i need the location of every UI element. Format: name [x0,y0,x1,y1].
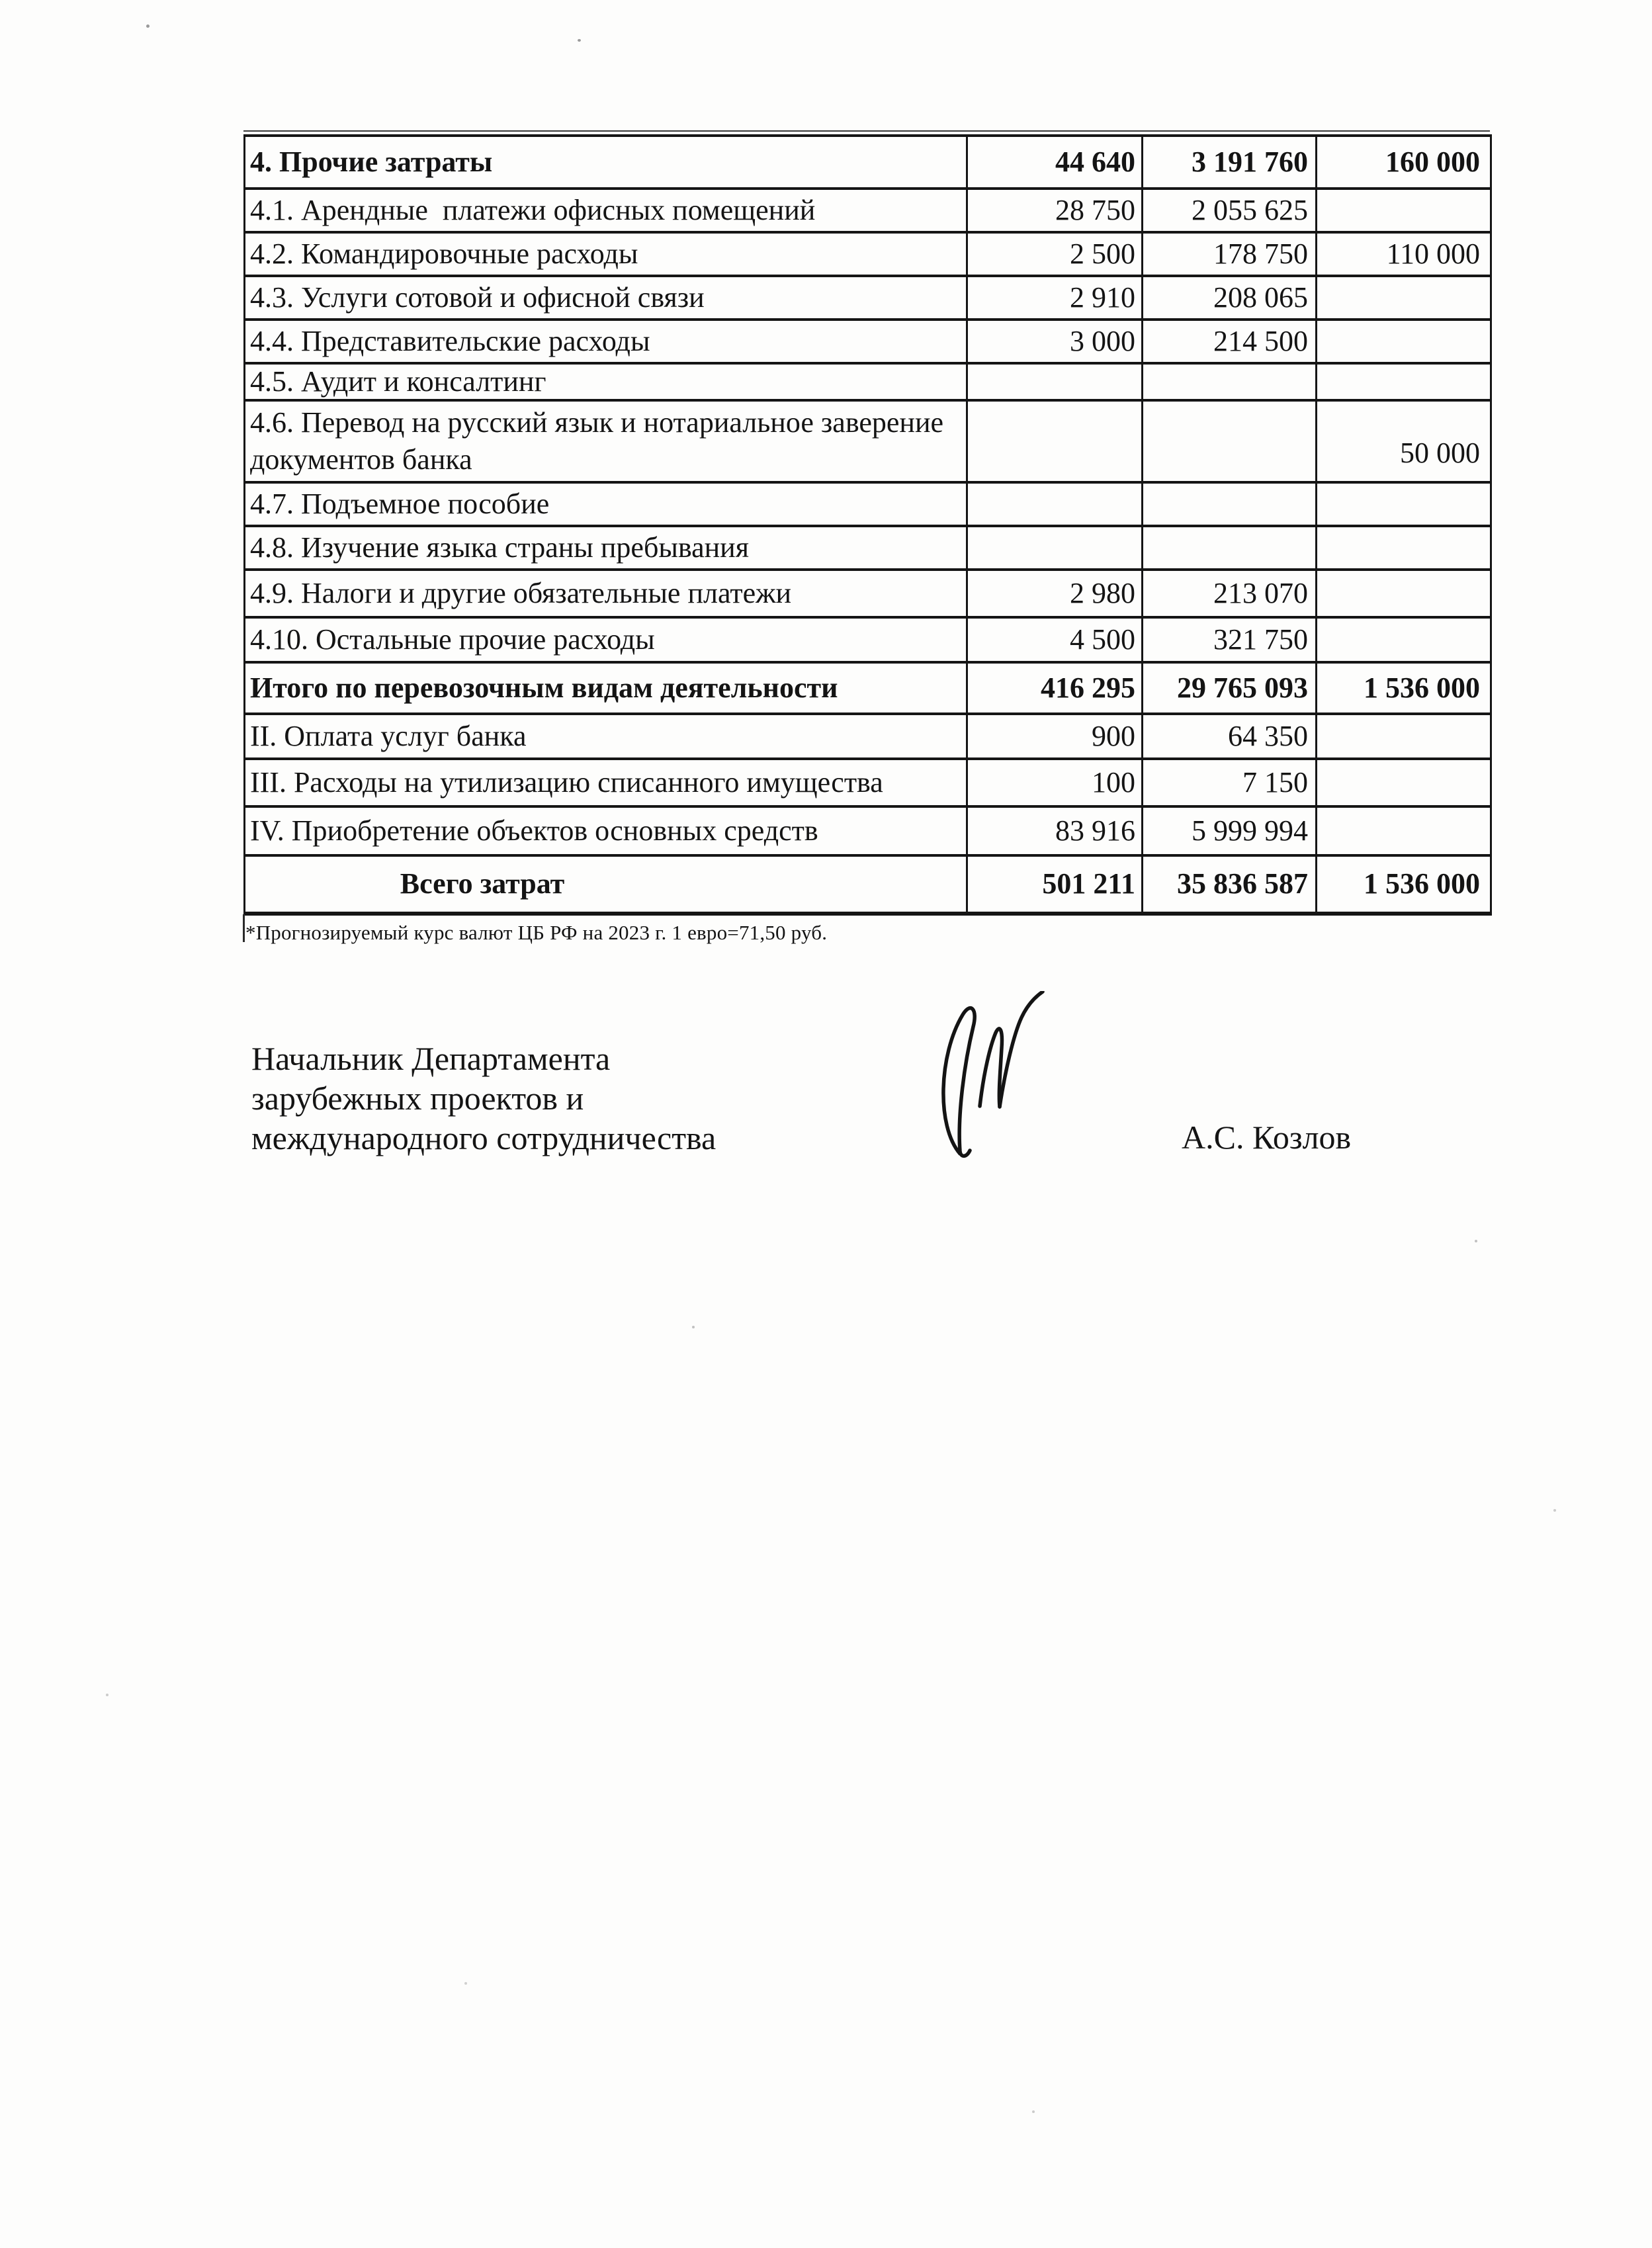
value-cell [967,363,1143,400]
scan-speck [692,1326,695,1328]
signatory-title-line-3: международного сотрудничества [251,1119,717,1156]
table-row [245,400,1491,482]
scan-speck [578,39,581,42]
value-cell [1143,482,1317,526]
table-row [245,363,1491,400]
table-row-grand-total [245,855,1491,914]
value-cell: 214 500 [1143,320,1317,363]
table-row [245,136,1491,189]
scan-speck [1553,1509,1556,1512]
signatory-title-line-2: зарубежных проектов и [251,1080,584,1117]
value-cell: 900 [967,714,1143,759]
scan-speck [464,1982,467,1985]
value-cell: 3 191 760 [1143,136,1317,189]
value-cell: 3 000 [967,320,1143,363]
table-row [245,714,1491,759]
row-label: Всего затрат [245,855,967,914]
row-label: 4.5. Аудит и консалтинг [245,363,967,400]
value-cell [1317,806,1491,855]
scan-speck [146,24,150,28]
value-cell [1317,363,1491,400]
value-cell: 160 000 [1317,136,1491,189]
value-cell: 44 640 [967,136,1143,189]
table-row [245,526,1491,570]
table-row [245,617,1491,662]
scan-speck [1032,2110,1035,2113]
value-cell: 1 536 000 [1317,855,1491,914]
value-cell [1317,189,1491,232]
row-label: 4.6. Перевод на русский язык и нотариальное заверение документов банка [245,400,967,482]
value-cell: 178 750 [1143,232,1317,276]
value-cell: 7 150 [1143,759,1317,806]
table-row [245,189,1491,232]
value-cell [1317,570,1491,617]
value-cell: 4 500 [967,617,1143,662]
row-label: III. Расходы на утилизацию списанного имущества [245,759,967,806]
value-cell: 28 750 [967,189,1143,232]
value-cell: 110 000 [1317,232,1491,276]
table-row [245,806,1491,855]
scan-speck [106,1694,109,1696]
value-cell [1317,617,1491,662]
table-row [245,759,1491,806]
value-cell: 5 999 994 [1143,806,1317,855]
signatory-title-line-1: Начальник Департамента [251,1040,611,1077]
table-top-hairline [243,130,1490,132]
table-row-subtotal [245,662,1491,714]
row-label: 4.7. Подъемное пособие [245,482,967,526]
scan-border-tick [243,914,245,942]
value-cell: 64 350 [1143,714,1317,759]
value-cell [1317,759,1491,806]
value-cell: 35 836 587 [1143,855,1317,914]
value-cell: 416 295 [967,662,1143,714]
row-label: 4.9. Налоги и другие обязательные платежи [245,570,967,617]
value-cell: 29 765 093 [1143,662,1317,714]
row-label: 4.3. Услуги сотовой и офисной связи [245,276,967,320]
expense-table [243,134,1492,916]
signatory-name: А.С. Козлов [1182,1119,1352,1156]
value-cell [1143,400,1317,482]
row-label: II. Оплата услуг банка [245,714,967,759]
row-label: 4.4. Представительские расходы [245,320,967,363]
scan-speck [1475,1240,1477,1242]
value-cell [1317,714,1491,759]
value-cell: 321 750 [1143,617,1317,662]
value-cell [1143,526,1317,570]
value-cell [1317,526,1491,570]
table-row [245,570,1491,617]
value-cell: 213 070 [1143,570,1317,617]
signatory-title [251,1039,716,1158]
value-cell [967,526,1143,570]
table-row [245,482,1491,526]
value-cell: 1 536 000 [1317,662,1491,714]
handwritten-signature-icon [923,991,1065,1164]
value-cell [967,400,1143,482]
value-cell: 50 000 [1317,400,1491,482]
value-cell: 2 910 [967,276,1143,320]
value-cell [1143,363,1317,400]
currency-rate-footnote: *Прогнозируемый курс валют ЦБ РФ на 2023 г. 1 евро=71,50 руб. [245,921,828,944]
value-cell: 100 [967,759,1143,806]
value-cell [1317,276,1491,320]
row-label: 4.8. Изучение языка страны пребывания [245,526,967,570]
value-cell: 2 055 625 [1143,189,1317,232]
row-label: Итого по перевозочным видам деятельности [245,662,967,714]
row-label: 4.10. Остальные прочие расходы [245,617,967,662]
value-cell: 208 065 [1143,276,1317,320]
table-row [245,276,1491,320]
value-cell [1317,320,1491,363]
row-label: IV. Приобретение объектов основных средств [245,806,967,855]
value-cell: 501 211 [967,855,1143,914]
value-cell [967,482,1143,526]
table-row [245,320,1491,363]
row-label: 4.2. Командировочные расходы [245,232,967,276]
row-label: 4. Прочие затраты [245,136,967,189]
row-label: 4.1. Арендные платежи офисных помещений [245,189,967,232]
table-row [245,232,1491,276]
value-cell: 2 500 [967,232,1143,276]
value-cell: 2 980 [967,570,1143,617]
value-cell: 83 916 [967,806,1143,855]
value-cell [1317,482,1491,526]
